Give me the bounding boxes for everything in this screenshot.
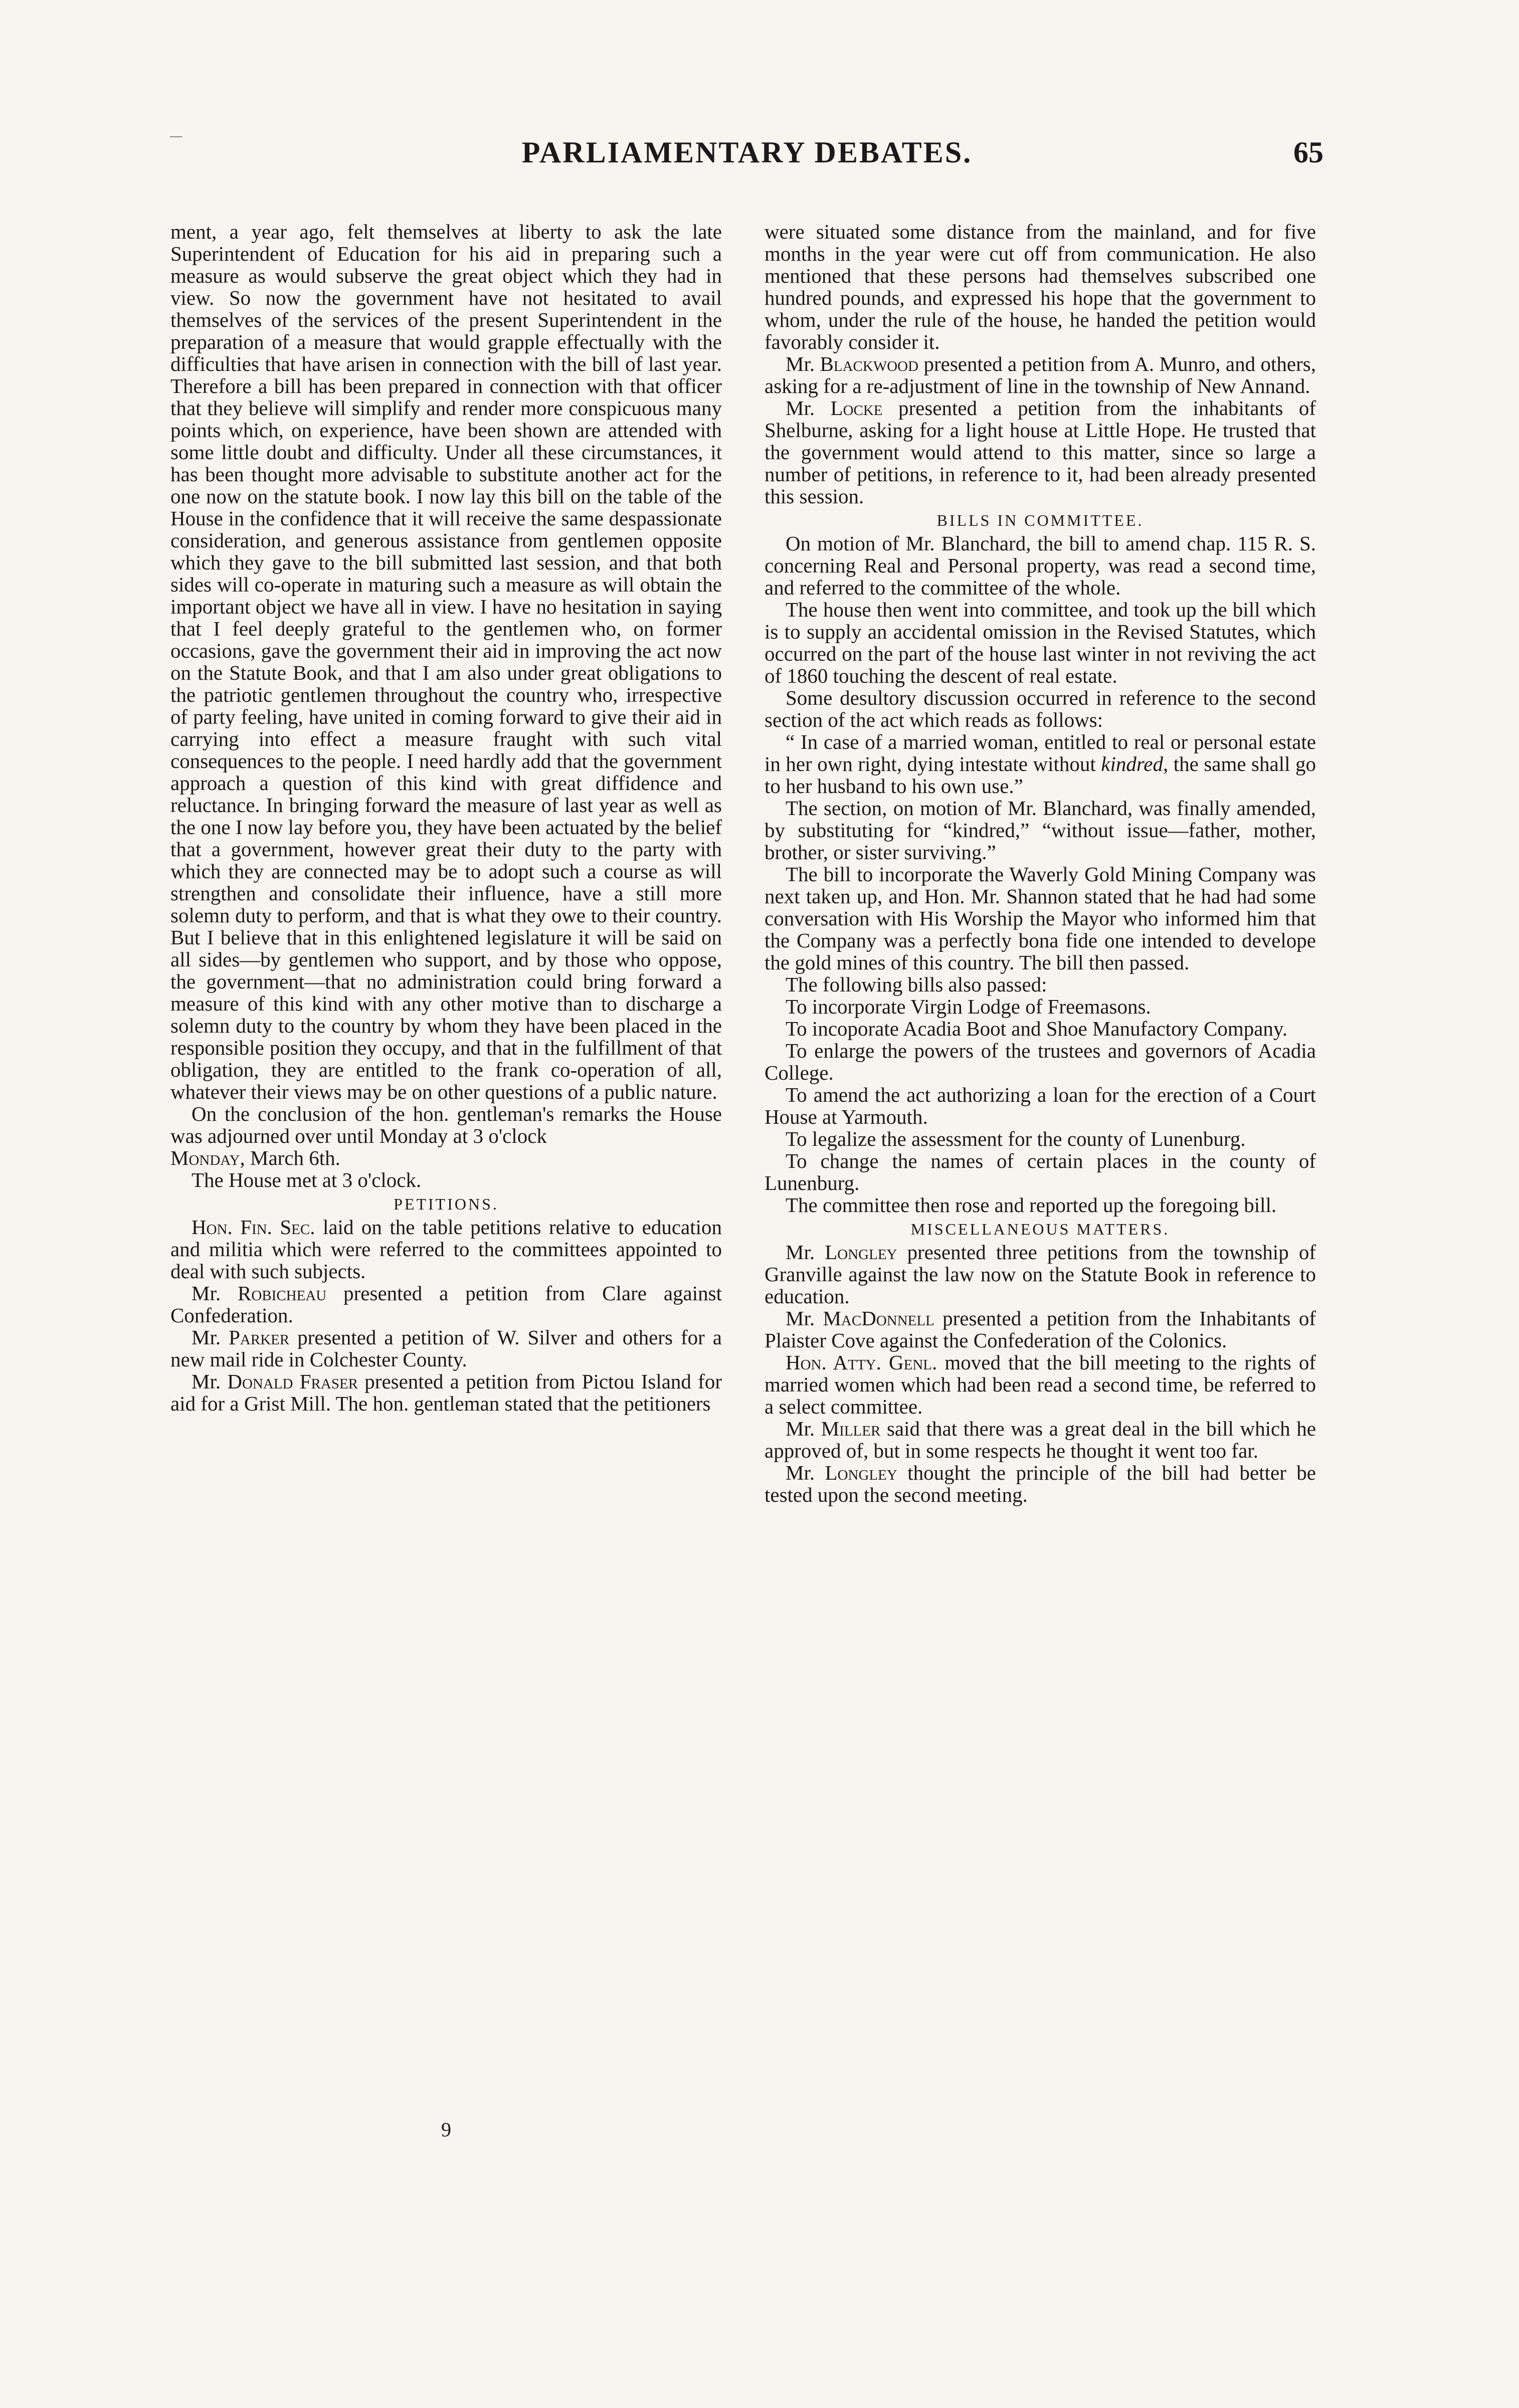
paragraph: Some desultory discussion occurred in reference to the second section of the act which reads as follows: — [765, 686, 1316, 731]
paragraph: were situated some distance from the mainland, and for five months in the year were cut off from communication. He also mentioned that these persons had themselves subscribed one hundred pounds, and expressed his hope that the government to whom, under the rule of the house, he handed the petition would favorably consider it. — [765, 220, 1316, 353]
bill-item: To amend the act authorizing a loan for the erection of a Court House at Yarmouth. — [765, 1083, 1316, 1128]
bill-item: To incoporate Acadia Boot and Shoe Manufactory Company. — [786, 1017, 1287, 1040]
quote-emphasis: kindred — [1101, 752, 1163, 775]
paragraph: The following bills also passed: — [786, 973, 1047, 996]
speaker-prefix: Mr. — [192, 1326, 229, 1349]
paragraph: ment, a year ago, felt themselves at liberty to ask the late Superintendent of Education for his aid in preparing such a measure as would subserve the great object which they had in view. So now the government have not hesitated to avail themselves of the services of the present Superintendent in the preparation of a measure that would grapple effectually with the difficulties that have arisen in connection with the bill of last year. Therefore a bill has been prepared in connection with that officer that they believe will simplify and render more conspicuous many points which, on experience, have been shown are attended with some little doubt and difficulty. Under all these circumstances, it has been thought more advisable to substitute another act for the one now on the statute book. I now lay this bill on the table of the House in the confidence that it will receive the same despassionate consideration, and generous assistance from gentlemen opposite which they gave to the bill submitted last session, and that both sides will co-operate in maturing such a measure as will obtain the important object we have all in view. I have no hesitation in saying that I feel deeply grateful to the gentlemen who, on former occasions, gave the government their aid in improving the act now on the Statute Book, and that I am also under great obligations to the patriotic gentlemen throughout the country who, irrespective of party feeling, have united in coming forward to give their aid in carrying into effect a measure fraught with such vital consequences to the people. I need hardly add that the government approach a question of this kind with great diffidence and reluctance. In bringing forward the measure of last year as well as the one I now lay before you, they have been actuated by the belief that a government, however great their duty to the party with which they are connected may be to adopt such a course as will strengthen and consolidate their influence, have a still more solemn duty to perform, and that is what they owe to their country. But I believe that in this enlightened legislature it will be said on all sides—by gentlemen who support, and by those who oppose, the government—that no administration could bring forward a measure of this kind with any other motive than to discharge a solemn duty to the country by whom they have been placed in the responsible position they occupy, and that in the fulfillment of that obligation, they are entitled to the frank co-operation of all, whatever their views may be on other questions of a public nature. — [170, 220, 722, 1103]
speaker-name: Miller — [821, 1417, 881, 1440]
paragraph — [765, 1462, 1316, 1506]
bill-item: To change the names of certain places in the county of Lunenburg. — [765, 1149, 1316, 1194]
paragraph: The section, on motion of Mr. Blanchard, was finally amended, by substituting for “kindred,” “without issue—father, mother, brother, or sister surviving.” — [765, 796, 1316, 864]
paragraph — [170, 1370, 722, 1415]
speaker-name: Hon. Fin. Sec. — [192, 1216, 315, 1239]
paragraph: The House met at 3 o'clock. — [192, 1168, 422, 1191]
speaker-name: Longley — [825, 1461, 897, 1484]
paragraph-text: presented a petition from the Inhabitants of Plaister Cove against the Confederation of the Colonics. — [765, 1307, 1316, 1352]
speaker-name: Locke — [830, 396, 883, 420]
page-number: 65 — [1293, 136, 1323, 169]
section-heading-bills: BILLS IN COMMITTEE. — [936, 511, 1144, 529]
paragraph-text: thought the principle of the bill had better be tested upon the second meeting. — [765, 1461, 1316, 1506]
corner-mark: ‾‾ — [170, 135, 182, 154]
paragraph: The committee then rose and reported up the foregoing bill. — [786, 1193, 1277, 1217]
speaker-name: Hon. Atty. Genl. — [786, 1351, 937, 1374]
signature-mark: 9 — [441, 2118, 451, 2141]
dateline-day: Monday — [170, 1146, 240, 1169]
speaker-prefix: Mr. — [192, 1282, 238, 1305]
speaker-name: Blackwood — [820, 352, 919, 375]
paragraph — [170, 1282, 722, 1326]
quote-text: “ In case of a married woman, entitled to real or personal estate in her own right, dying intestate without — [765, 730, 1316, 775]
speaker-name: MacDonnell — [823, 1307, 934, 1330]
speaker-name: Parker — [229, 1326, 290, 1349]
speaker-prefix: Mr. — [786, 1241, 825, 1264]
right-column — [765, 221, 1316, 1506]
speaker-prefix: Mr. — [786, 1417, 821, 1440]
quotation — [765, 731, 1316, 797]
section-heading-petitions: PETITIONS. — [394, 1195, 499, 1213]
running-title: PARLIAMENTARY DEBATES. — [521, 136, 973, 169]
paragraph-text: presented a petition of W. Silver and others for a new mail ride in Colchester County. — [170, 1326, 722, 1371]
speaker-prefix: Mr. — [786, 1461, 825, 1484]
paragraph-text: laid on the table petitions relative to education and militia which were referred to the committees appointed to deal with such subjects. — [170, 1216, 722, 1283]
paragraph-text: presented a petition from A. Munro, and others, asking for a re-adjustment of line in the township of New Annand. — [765, 352, 1316, 397]
paragraph-text: presented a petition from Clare against Confederation. — [170, 1282, 722, 1327]
section-heading-misc: MISCELLANEOUS MATTERS. — [910, 1220, 1170, 1238]
speaker-name: Donald Fraser — [227, 1370, 358, 1393]
paragraph — [170, 1326, 722, 1370]
speaker-name: Longley — [825, 1241, 897, 1264]
bill-item: To legalize the assessment for the county of Lunenburg. — [786, 1127, 1246, 1150]
paragraph-text: presented a petition from Pictou Island for aid for a Grist Mill. The hon. gentleman stated that the petitioners — [170, 1370, 722, 1415]
paragraph — [170, 1216, 722, 1282]
quote-text: , the same shall go to her husband to his own use.” — [765, 752, 1316, 797]
paragraph: On the conclusion of the hon. gentleman's remarks the House was adjourned over until Monday at 3 o'clock — [170, 1102, 722, 1147]
bill-item: To enlarge the powers of the trustees and governors of Acadia College. — [765, 1039, 1316, 1084]
paragraph — [765, 1307, 1316, 1351]
paragraph — [765, 1351, 1316, 1418]
paragraph — [765, 1241, 1316, 1307]
speaker-prefix: Mr. — [786, 1307, 823, 1330]
speaker-prefix: Mr. — [786, 352, 820, 375]
dateline-rest: , March 6th. — [240, 1146, 340, 1169]
speaker-name: Robicheau — [238, 1282, 327, 1305]
speaker-prefix: Mr. — [786, 396, 831, 420]
paragraph — [765, 353, 1316, 397]
page-header — [170, 135, 1323, 175]
paragraph — [765, 397, 1316, 507]
paragraph-text: presented a petition from the inhabitants of Shelburne, asking for a light house at Little Hope. He trusted that the government would attend to this matter, since so large a number of petitions, in reference to it, had been already presented this session. — [765, 396, 1316, 508]
paragraph: The bill to incorporate the Waverly Gold Mining Company was next taken up, and Hon. Mr. Shannon stated that he had had some conversation with His Worship the Mayor who informed him that the Company was a perfectly bona fide one intended to develope the gold mines of this country. The bill then passed. — [765, 863, 1316, 974]
speaker-prefix: Mr. — [192, 1370, 228, 1393]
paragraph-text: presented three petitions from the township of Granville against the law now on the Statute Book in reference to education. — [765, 1241, 1316, 1308]
paragraph: On motion of Mr. Blanchard, the bill to amend chap. 115 R. S. concerning Real and Personal property, was read a second time, and referred to the committee of the whole. — [765, 532, 1316, 599]
paragraph — [765, 1418, 1316, 1462]
dateline — [170, 1147, 722, 1169]
paragraph-text: moved that the bill meeting to the rights of married women which had been read a second time, be referred to a select committee. — [765, 1351, 1316, 1418]
bill-item: To incorporate Virgin Lodge of Freemasons. — [786, 995, 1151, 1018]
left-column — [170, 221, 722, 1415]
paragraph: The house then went into committee, and took up the bill which is to supply an accidental omission in the Revised Statutes, which occurred on the part of the house last winter in not reviving the act of 1860 touching the descent of real estate. — [765, 598, 1316, 687]
paragraph-text: said that there was a great deal in the bill which he approved of, but in some respects he thought it went too far. — [765, 1417, 1316, 1462]
